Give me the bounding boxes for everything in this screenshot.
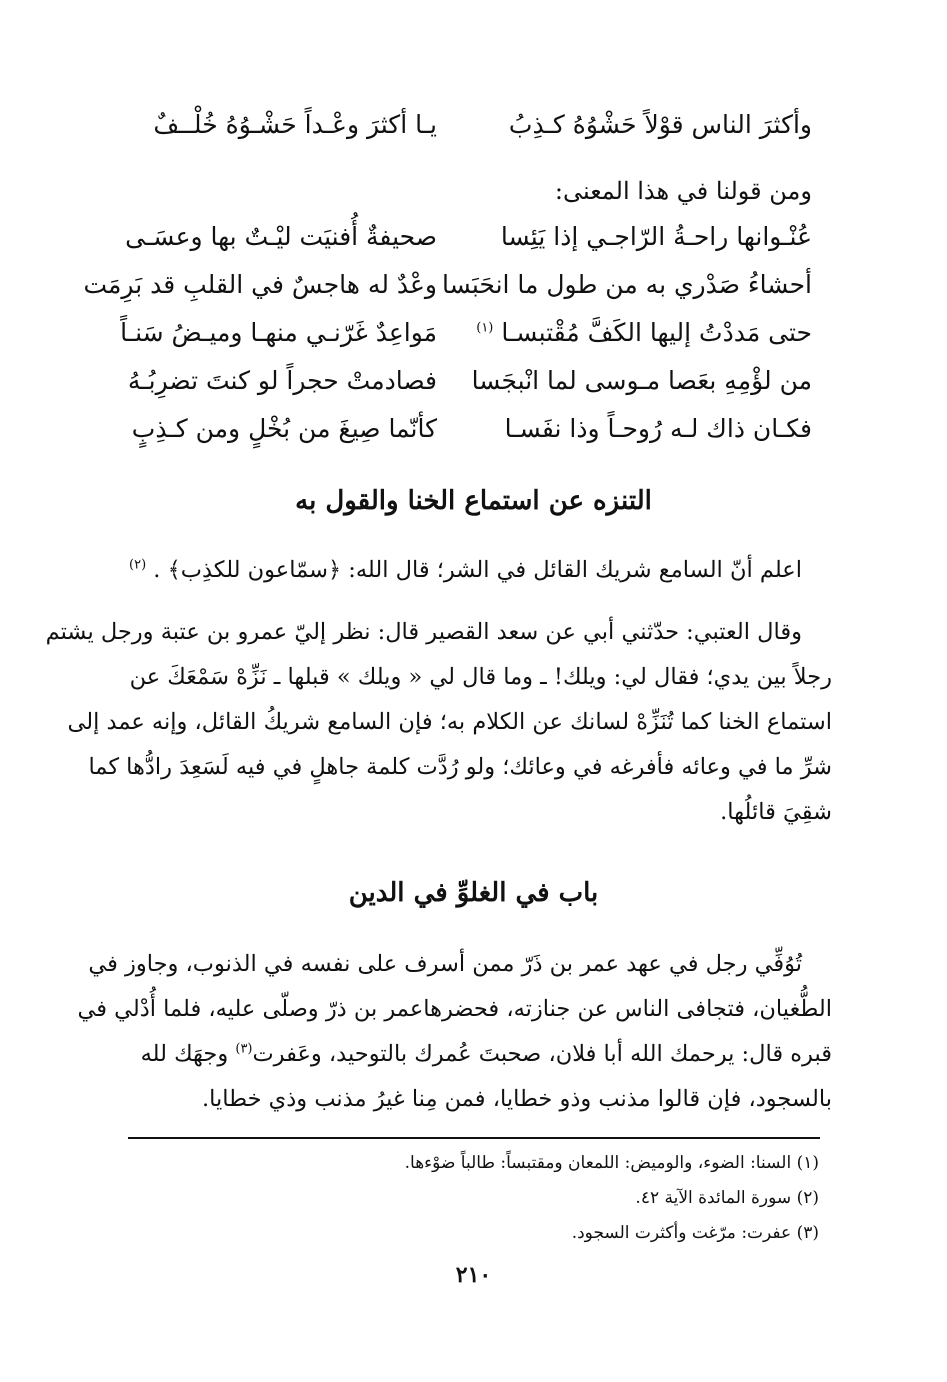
poem-line-4-first-hemistich: فصادمتْ حجراً لو كنتَ تضرِبُـهُ	[127, 366, 437, 395]
poem-line-3-second-hemistich	[476, 318, 812, 348]
paragraph-line	[110, 1032, 832, 1077]
poem-line-5-second-hemistich: فكـان ذاك لـه رُوحـاً وذا نفَسـا	[504, 414, 812, 443]
opening-verse-second-hemistich: وأكثرَ الناس قوْلاً حَشْوُهُ كـذِبُ	[508, 110, 812, 139]
footnote-3: (٣) عفرت: مرّغت وأكثرت السجود.	[571, 1223, 819, 1243]
poem-line-1-first-hemistich: صحيفةٌ أُفنيَت ليْـتٌ بها وعسَـى	[125, 222, 437, 251]
poem-line-4-second-hemistich: من لؤْمِهِ بعَصا مـوسى لما انْبجَسا	[471, 366, 812, 395]
paragraph-umar-ibn-dharr	[77, 942, 832, 1122]
footnote-separator	[128, 1137, 820, 1139]
paragraph-line-text: قبره قال: يرحمك الله أبا فلان، صحبتَ عُمرك بالتوحيد، وعَفرت	[252, 1041, 832, 1067]
footnote-2: (٢) سورة المائدة الآية ٤٢.	[635, 1188, 819, 1208]
footnote-ref-3[interactable]: (٣)	[235, 1041, 253, 1057]
paragraph-line: وقال العتبي: حدّثني أبي عن سعد القصير قال: نظر إليّ عمرو بن عتبة ورجل يشتم	[45, 619, 802, 645]
poem-line-2-first-hemistich: وعْدٌ له هاجسٌ في القلبِ قد بَرِمَت	[83, 270, 437, 299]
footnote-ref-2[interactable]: (٢)	[129, 557, 147, 573]
paragraph-line: شقِيَ قائلُها.	[720, 799, 832, 825]
poem-line-3-first-hemistich: مَواعِدٌ غَرّنـي منهـا وميـضُ سَنـاً	[120, 318, 437, 347]
paragraph-line: بالسجود، فإن قالوا مذنب وذو خطايا، فمن مِنا غيرُ مذنب وذي خطايا.	[202, 1086, 832, 1112]
paragraph-line: شرِّ ما في وعائه فأفرغه في وعائك؛ ولو رُدَّت كلمة جاهلٍ في فيه لَسَعِدَ رادُّها كما	[88, 754, 832, 780]
footnote-1: (١) السنا: الضوء، والوميض: اللمعان ومقتبساً: طالباً ضوْءها.	[404, 1153, 819, 1173]
page-number: ٢١٠	[455, 1262, 492, 1288]
paragraph-line-text: وجهَك لله	[140, 1041, 229, 1067]
opening-verse-first-hemistich: يـا أكثرَ وعْـداً حَشْـوُهُ خُلْــفٌ	[153, 110, 437, 139]
paragraph-line: استماع الخنا كما تُنَزِّهْ لسانك عن الكلام به؛ فإن السامع شريكُ القائل، وإنه عمد إلى	[67, 709, 832, 735]
paragraph-line: تُوُفِّي رجل في عهد عمر بن ذَرّ ممن أسرف على نفسه في الذنوب، وجاوز في	[88, 951, 802, 977]
paragraph-listener-partner	[110, 548, 832, 593]
poem-intro-line: ومن قولنا في هذا المعنى:	[554, 177, 812, 205]
paragraph-line	[110, 548, 832, 593]
paragraph-line-text: اعلم أنّ السامع شريك القائل في الشر؛ قال الله: ﴿سمّاعون للكذِب﴾ .	[153, 557, 802, 583]
section-heading-extremism: باب في الغلوِّ في الدين	[348, 878, 599, 908]
paragraph-utbi-narration	[45, 610, 832, 835]
paragraph-line: رجلاً بين يدي؛ فقال لي: ويلك! ـ وما قال لي « ويلك » قبلها ـ نَزِّهْ سَمْعَكَ عن	[129, 664, 832, 690]
footnote-ref-1[interactable]: (١)	[476, 320, 494, 336]
poem-line-3-second-hemistich-text: حتى مَددْتُ إليها الكَفَّ مُقْتبسـا	[501, 318, 812, 347]
poem-line-2-second-hemistich: أحشاءُ صَدْري به من طول ما انحَبَسا	[441, 270, 812, 299]
paragraph-line: الطُّغيان، فتجافى الناس عن جنازته، فحضرهاعمر بن ذرّ وصلّى عليه، فلما أُدْلي في	[77, 996, 832, 1022]
poem-line-5-first-hemistich: كأنّما صِيغَ من بُخْلٍ ومن كـذِبٍ	[131, 414, 437, 443]
section-heading-listening: التنزه عن استماع الخنا والقول به	[295, 486, 652, 516]
poem-line-1-second-hemistich: عُنْـوانها راحـةُ الرّاجـي إذا يَئِسا	[500, 222, 812, 251]
